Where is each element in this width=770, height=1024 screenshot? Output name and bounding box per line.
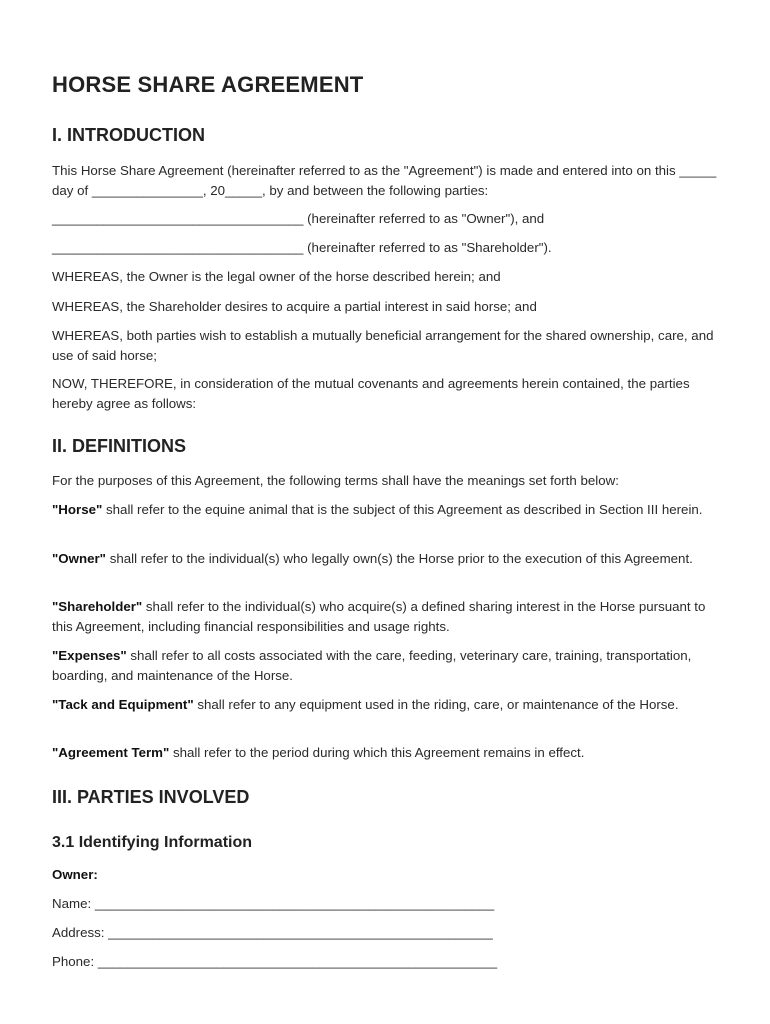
owner-label: Owner: xyxy=(52,867,98,882)
definition-term: "Tack and Equipment" xyxy=(52,697,194,712)
definitions-lead: For the purposes of this Agreement, the following terms shall have the meanings set forth below: xyxy=(52,473,619,488)
section-heading-definitions: II. DEFINITIONS xyxy=(52,436,187,456)
owner-phone-line: Phone: ______________________________________________________ xyxy=(52,954,498,969)
owner-address-line: Address: ____________________________________________________ xyxy=(52,925,493,940)
definition-text: shall refer to any equipment used in the riding, care, or maintenance of the Horse. xyxy=(193,697,679,712)
definition-text: shall refer to the equine animal that is the subject of this Agreement as described in Section III herein. xyxy=(102,502,703,517)
definition-text: shall refer to the individual(s) who acquire(s) a defined sharing interest in the Horse pursuant to this Agreement, including financial responsibilities and usage rights. xyxy=(52,599,706,634)
definition-agreement-term xyxy=(52,743,722,763)
definition-shareholder xyxy=(52,597,722,636)
document-title: HORSE SHARE AGREEMENT xyxy=(52,72,364,97)
definition-text: shall refer to all costs associated with the care, feeding, veterinary care, training, transportation, boarding, and maintenance of the Horse. xyxy=(52,648,692,683)
definition-tack-and-equipment xyxy=(52,695,722,715)
definition-text: shall refer to the individual(s) who legally own(s) the Horse prior to the execution of this Agreement. xyxy=(106,551,693,566)
definition-owner xyxy=(52,549,722,569)
definition-term: "Agreement Term" xyxy=(52,745,170,760)
whereas-clause-1: WHEREAS, the Owner is the legal owner of the horse described herein; and xyxy=(52,269,501,284)
definition-term: "Horse" xyxy=(52,502,103,517)
owner-line: __________________________________ (hereinafter referred to as "Owner"), and xyxy=(52,211,545,226)
section-heading-parties: III. PARTIES INVOLVED xyxy=(52,787,250,807)
shareholder-line: __________________________________ (hereinafter referred to as "Shareholder"). xyxy=(52,240,552,255)
whereas-clause-3: WHEREAS, both parties wish to establish a mutually beneficial arrangement for the shared ownership, care, and use of said horse; xyxy=(52,328,714,363)
intro-paragraph: This Horse Share Agreement (hereinafter referred to as the "Agreement") is made and entered into on this _____ day of _______________, 20_____, by and between the following parties: xyxy=(52,163,717,198)
owner-name-line: Name: ______________________________________________________ xyxy=(52,896,495,911)
section-heading-introduction: I. INTRODUCTION xyxy=(52,125,205,145)
definition-term: "Shareholder" xyxy=(52,599,143,614)
definition-expenses xyxy=(52,646,722,685)
definition-horse xyxy=(52,500,722,520)
definition-term: "Expenses" xyxy=(52,648,127,663)
subsection-heading-identifying-information: 3.1 Identifying Information xyxy=(52,834,253,851)
whereas-clause-2: WHEREAS, the Shareholder desires to acquire a partial interest in said horse; and xyxy=(52,299,537,314)
definition-text: shall refer to the period during which this Agreement remains in effect. xyxy=(169,745,585,760)
now-therefore-clause: NOW, THEREFORE, in consideration of the mutual covenants and agreements herein contained, the parties hereby agree as follows: xyxy=(52,376,690,411)
definition-term: "Owner" xyxy=(52,551,106,566)
